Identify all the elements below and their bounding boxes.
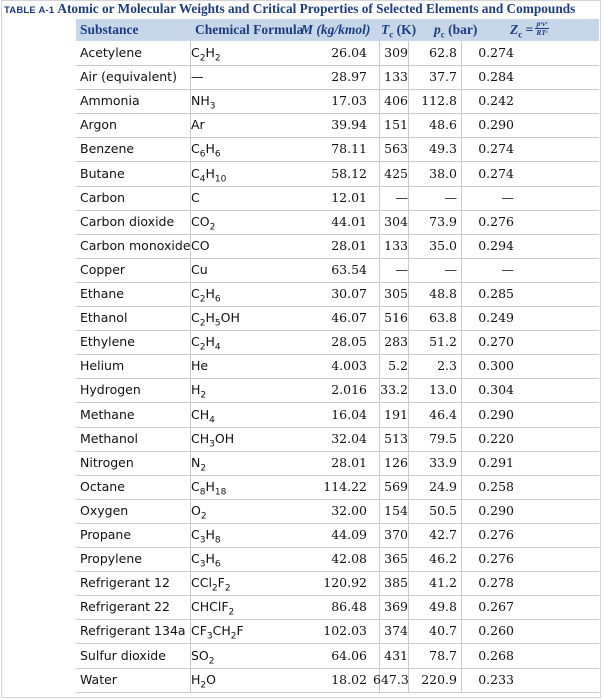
cell-critical-z: 0.276: [478, 551, 514, 567]
table-title: [4, 1, 575, 19]
cell-formula: $CCl_2F_2$: [191, 575, 231, 594]
header-tc-unit: (K): [393, 22, 417, 37]
cell-substance: Ethane: [80, 286, 124, 301]
header-pc-unit: (bar): [444, 22, 478, 37]
cell-molar-mass: 44.09: [331, 527, 367, 542]
table-row: [76, 571, 599, 596]
cell-molar-mass: 120.92: [323, 575, 367, 591]
table-row: [76, 65, 599, 90]
cell-critical-temperature: 516: [384, 310, 408, 326]
cell-molar-mass: 114.22: [323, 478, 367, 494]
header-critical-temperature: [381, 19, 416, 41]
cell-molar-mass: 18.02: [331, 671, 367, 687]
cell-formula: He: [191, 358, 209, 374]
cell-critical-pressure: 48.6: [429, 117, 457, 133]
cell-substance: Refrigerant 134a: [80, 623, 186, 639]
table-row: [76, 595, 599, 620]
cell-substance: Hydrogen: [80, 382, 141, 398]
cell-substance: Carbon dioxide: [80, 213, 175, 229]
cell-critical-z: 0.285: [478, 286, 514, 301]
cell-critical-pressure: 33.9: [429, 454, 457, 470]
cell-critical-z: 0.258: [478, 478, 514, 494]
cell-critical-z: 0.276: [478, 527, 514, 542]
cell-critical-pressure: 220.9: [421, 671, 457, 687]
cell-critical-pressure: 41.2: [429, 575, 457, 591]
header-pc-sub: c: [440, 29, 445, 40]
cell-substance: Helium: [80, 358, 125, 374]
cell-critical-z: —: [501, 261, 514, 277]
table-row: [76, 89, 599, 114]
header-critical-z: [510, 19, 549, 41]
table-row: [76, 403, 599, 428]
cell-substance: Refrigerant 12: [80, 575, 170, 591]
cell-substance: Argon: [80, 117, 117, 133]
cell-critical-pressure: 37.7: [429, 69, 457, 85]
cell-critical-z: 0.233: [478, 671, 514, 687]
cell-critical-temperature: 569: [384, 478, 408, 494]
cell-critical-pressure: 49.8: [429, 599, 457, 615]
header-zc-eq: =: [522, 22, 534, 37]
cell-critical-pressure: 13.0: [429, 382, 457, 398]
cell-critical-temperature: 369: [384, 599, 408, 615]
table-row: [76, 451, 599, 476]
cell-formula: $H_2$: [191, 382, 207, 401]
cell-critical-z: 0.274: [478, 141, 514, 157]
header-tc-symbol: T: [381, 22, 390, 37]
cell-critical-pressure: 63.8: [429, 310, 457, 326]
table-row: [76, 282, 599, 307]
cell-critical-temperature: 309: [384, 45, 408, 60]
table-tag: TABLE A-1: [4, 5, 55, 16]
table-row: [76, 475, 599, 500]
cell-substance: Ammonia: [80, 93, 140, 109]
cell-molar-mass: 44.01: [331, 213, 367, 229]
cell-critical-temperature: 406: [384, 93, 408, 109]
table-row: [76, 330, 599, 355]
cell-molar-mass: 102.03: [323, 623, 367, 639]
cell-formula: CHClF$_2$: [191, 599, 235, 618]
cell-critical-temperature: 133: [384, 69, 408, 85]
cell-critical-temperature: 154: [384, 502, 408, 518]
cell-critical-pressure: 49.3: [429, 141, 457, 157]
cell-molar-mass: 39.94: [331, 117, 367, 133]
cell-critical-z: 0.290: [478, 502, 514, 518]
cell-substance: Propane: [80, 527, 132, 542]
cell-molar-mass: 28.01: [331, 454, 367, 470]
cell-critical-temperature: 151: [384, 117, 408, 133]
cell-formula: $C_2H_2$: [191, 45, 221, 64]
cell-substance: Copper: [80, 261, 126, 277]
header-molar-mass-text: M (kg/kmol): [301, 22, 371, 37]
cell-molar-mass: 12.01: [331, 189, 367, 205]
table-row: [76, 668, 599, 693]
cell-critical-pressure: 46.2: [429, 551, 457, 567]
table-row: [76, 619, 599, 644]
cell-critical-pressure: 48.8: [429, 286, 457, 301]
cell-critical-pressure: 51.2: [429, 334, 457, 350]
cell-formula: $CF_3CH_2F$: [191, 623, 244, 642]
cell-substance: Carbon monoxide: [80, 237, 191, 253]
cell-critical-temperature: 425: [384, 165, 408, 181]
cell-critical-temperature: 305: [384, 286, 408, 301]
cell-formula: $SO_2$: [191, 647, 215, 666]
cell-molar-mass: 26.04: [331, 45, 367, 60]
cell-critical-temperature: 374: [384, 623, 408, 639]
cell-molar-mass: 63.54: [331, 261, 367, 277]
cell-critical-z: 0.242: [478, 93, 514, 109]
cell-critical-z: 0.276: [478, 213, 514, 229]
cell-critical-temperature: 431: [384, 647, 408, 663]
cell-formula: Ar: [191, 117, 205, 133]
table-row: [76, 427, 599, 452]
header-tc-sub: c: [389, 29, 394, 40]
cell-critical-pressure: 78.7: [429, 647, 457, 663]
cell-molar-mass: 30.07: [331, 286, 367, 301]
table-row: [76, 644, 599, 669]
cell-substance: Ethylene: [80, 334, 135, 350]
cell-molar-mass: 28.97: [331, 69, 367, 85]
cell-critical-z: 0.291: [478, 454, 514, 470]
cell-critical-pressure: 2.3: [437, 358, 457, 374]
cell-formula: $O_2$: [191, 502, 207, 522]
cell-substance: Octane: [80, 478, 125, 494]
cell-formula: $CH_3OH$: [191, 430, 235, 450]
table-row: [76, 354, 599, 379]
table-row: [76, 499, 599, 524]
cell-substance: Propylene: [80, 551, 142, 567]
cell-critical-pressure: 112.8: [421, 93, 457, 109]
cell-critical-temperature: 133: [384, 237, 408, 253]
cell-molar-mass: 4.003: [331, 358, 367, 374]
cell-critical-pressure: 35.0: [429, 237, 457, 253]
cell-molar-mass: 28.01: [331, 237, 367, 253]
header-zc-symbol: Z: [510, 22, 519, 37]
table-row: [76, 186, 599, 211]
cell-critical-pressure: 40.7: [429, 623, 457, 639]
cell-substance: Oxygen: [80, 502, 129, 518]
cell-formula: $CO_2$: [191, 213, 216, 233]
cell-critical-pressure: 42.7: [429, 527, 457, 542]
cell-critical-pressure: 38.0: [429, 165, 457, 181]
cell-critical-z: 0.284: [478, 69, 514, 85]
cell-critical-z: 0.220: [478, 430, 514, 446]
cell-formula: $CH_4$: [191, 406, 215, 425]
cell-critical-z: 0.274: [478, 165, 514, 181]
cell-critical-z: 0.278: [478, 575, 514, 591]
cell-formula: $N_2$: [191, 454, 207, 474]
table-row: [76, 113, 599, 138]
cell-critical-temperature: 304: [384, 213, 408, 229]
table-row: [76, 378, 599, 403]
header-zc-numerator: pᶜvᶜ: [536, 19, 548, 29]
cell-formula: $C_8H_{18}$: [191, 478, 227, 498]
cell-critical-z: 0.300: [478, 358, 514, 374]
header-pc-symbol: p: [434, 22, 441, 37]
cell-critical-z: 0.304: [478, 382, 514, 398]
cell-substance: Carbon: [80, 189, 126, 205]
header-critical-pressure: [434, 19, 477, 41]
cell-substance: Water: [80, 671, 117, 687]
cell-substance: Acetylene: [80, 45, 142, 60]
cell-formula: $C_4H_{10}$: [191, 165, 227, 184]
cell-molar-mass: 2.016: [331, 382, 367, 398]
cell-substance: Benzene: [80, 141, 135, 157]
cell-critical-z: 0.294: [478, 237, 514, 253]
cell-molar-mass: 86.48: [331, 599, 367, 615]
cell-formula: $C_2H_4$: [191, 334, 221, 353]
cell-critical-pressure: 50.5: [429, 502, 457, 518]
cell-molar-mass: 32.00: [331, 502, 367, 518]
cell-substance: Nitrogen: [80, 454, 134, 470]
cell-critical-temperature: 126: [384, 454, 408, 470]
cell-formula: $C_6H_6$: [191, 141, 221, 160]
cell-substance: Butane: [80, 165, 125, 181]
cell-formula: CO: [191, 237, 210, 253]
cell-substance: Methane: [80, 406, 135, 422]
table-row: [76, 137, 599, 162]
cell-critical-temperature: 5.2: [388, 358, 408, 374]
cell-formula: $C_3H_6$: [191, 551, 221, 570]
cell-critical-temperature: 563: [384, 141, 408, 157]
cell-formula: $H_2O$: [191, 671, 216, 691]
cell-critical-z: 0.260: [478, 623, 514, 639]
cell-critical-z: 0.249: [478, 310, 514, 326]
cell-formula: —: [191, 69, 204, 85]
cell-critical-pressure: —: [444, 261, 457, 277]
table-row: [76, 547, 599, 572]
cell-molar-mass: 64.06: [331, 647, 367, 663]
cell-substance: Ethanol: [80, 310, 128, 326]
cell-critical-temperature: —: [395, 189, 408, 205]
cell-molar-mass: 16.04: [331, 406, 367, 422]
cell-molar-mass: 17.03: [331, 93, 367, 109]
header-formula: Chemical Formula: [195, 22, 304, 37]
cell-critical-temperature: 191: [384, 406, 408, 422]
cell-formula: $NH_3$: [191, 93, 216, 112]
cell-critical-pressure: —: [444, 189, 457, 205]
cell-critical-pressure: 73.9: [429, 213, 457, 229]
cell-critical-z: 0.270: [478, 334, 514, 350]
cell-critical-z: 0.290: [478, 406, 514, 422]
cell-critical-z: —: [501, 189, 514, 205]
cell-formula: Cu: [191, 261, 208, 277]
header-zc-sub: c: [518, 29, 523, 40]
header-zc-fraction: [535, 20, 548, 37]
table-title-text: Atomic or Molecular Weights and Critical Properties of Selected Elements and Compounds: [57, 1, 576, 16]
cell-molar-mass: 32.04: [331, 430, 367, 446]
cell-molar-mass: 58.12: [331, 165, 367, 181]
table-row: [76, 234, 599, 259]
cell-critical-z: 0.268: [478, 647, 514, 663]
header-zc-denominator: RTᶜ: [536, 28, 548, 38]
cell-critical-temperature: 647.3: [373, 671, 409, 687]
cell-critical-pressure: 46.4: [429, 406, 457, 422]
table-row: [76, 162, 599, 187]
cell-formula: $C_2H_6$: [191, 286, 221, 305]
cell-critical-temperature: 283: [384, 334, 408, 350]
cell-critical-temperature: 33.2: [380, 382, 408, 398]
cell-critical-temperature: 513: [384, 430, 408, 446]
cell-molar-mass: 42.08: [331, 551, 367, 567]
table-row: [76, 41, 599, 66]
header-molar-mass: [301, 19, 370, 41]
cell-substance: Sulfur dioxide: [80, 647, 166, 663]
cell-critical-z: 0.290: [478, 117, 514, 133]
cell-molar-mass: 28.05: [331, 334, 367, 350]
table-row: [76, 210, 599, 235]
cell-critical-pressure: 79.5: [429, 430, 457, 446]
cell-molar-mass: 78.11: [331, 141, 367, 157]
cell-formula: $C_2H_5OH$: [191, 310, 240, 329]
cell-critical-z: 0.274: [478, 45, 514, 60]
cell-critical-pressure: 24.9: [429, 478, 457, 494]
cell-critical-temperature: 365: [384, 551, 408, 567]
cell-molar-mass: 46.07: [331, 310, 367, 326]
header-substance: Substance: [80, 22, 139, 37]
cell-critical-temperature: 370: [384, 527, 408, 542]
table-row: [76, 306, 599, 331]
cell-critical-pressure: 62.8: [429, 45, 457, 60]
cell-critical-z: 0.267: [478, 599, 514, 615]
cell-substance: Air (equivalent): [80, 69, 177, 85]
cell-substance: Methanol: [80, 430, 139, 446]
cell-formula: $C_3H_8$: [191, 527, 221, 546]
cell-substance: Refrigerant 22: [80, 599, 170, 615]
cell-critical-temperature: 385: [384, 575, 408, 591]
table-row: [76, 523, 599, 548]
cell-critical-temperature: —: [395, 261, 408, 277]
cell-formula: C: [191, 189, 200, 205]
table-row: [76, 258, 599, 283]
